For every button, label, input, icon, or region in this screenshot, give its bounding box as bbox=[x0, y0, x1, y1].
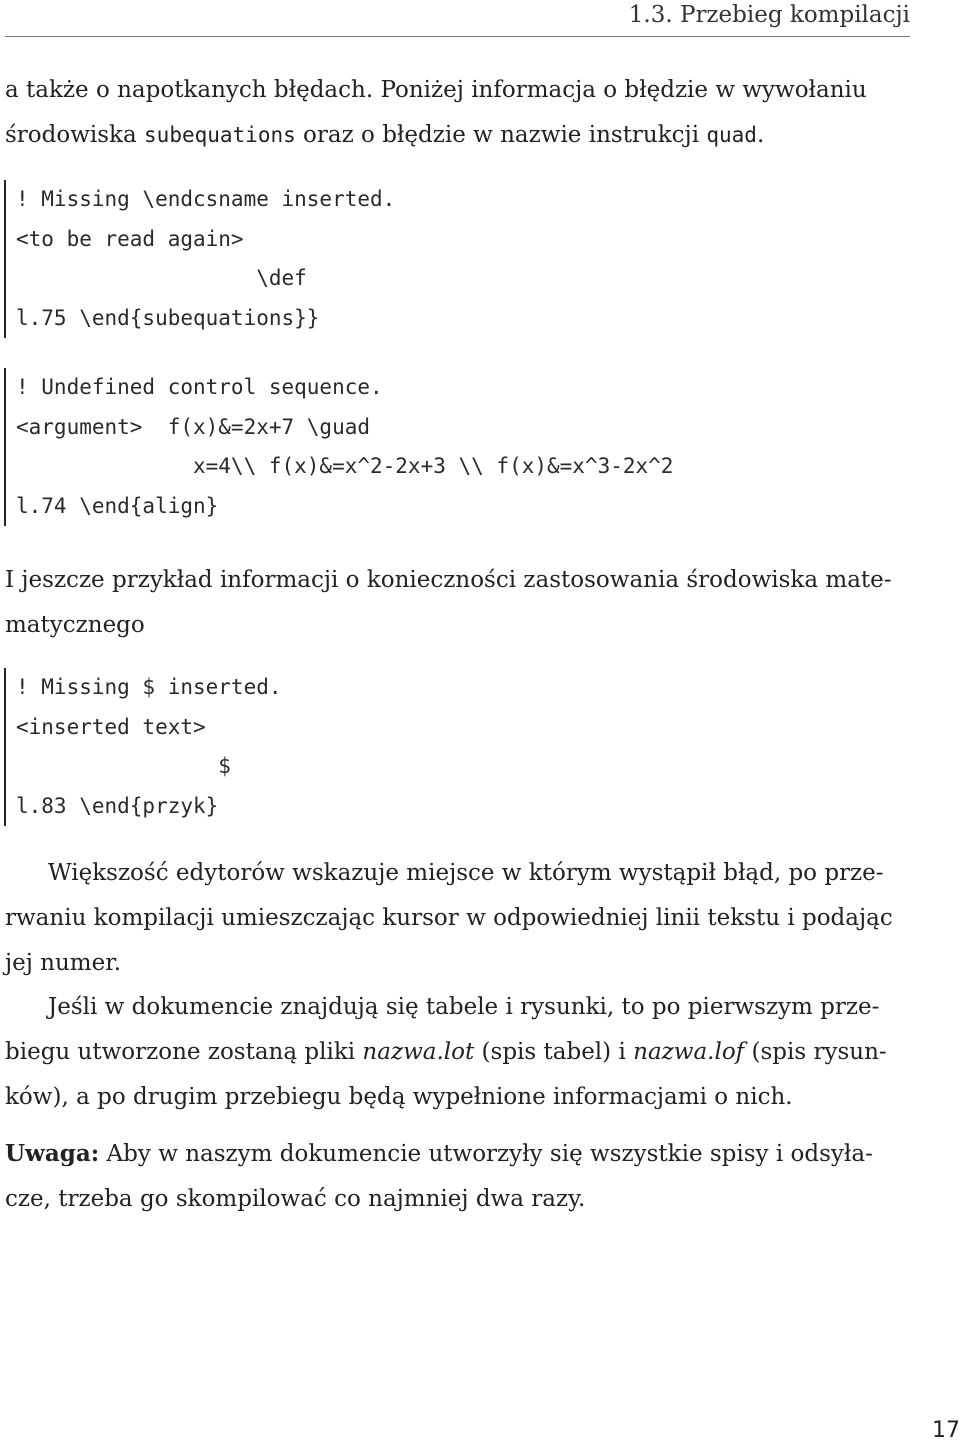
intro-paragraph bbox=[5, 68, 910, 158]
lists-line-1: Jeśli w dokumencie znajdują się tabele i rysunki, to po pierwszym prze- bbox=[48, 994, 880, 1020]
mid-line-1: I jeszcze przykład informacji o konieczności zastosowania środowiska mate- bbox=[5, 567, 892, 593]
code-line: ! Missing \endcsname inserted. bbox=[16, 187, 396, 211]
error-block-undefined-control bbox=[4, 368, 673, 526]
lists-line-3: ków), a po drugim przebiegu będą wypełnione informacjami o nich. bbox=[5, 1084, 793, 1110]
lists-paragraph bbox=[5, 985, 910, 1120]
code-line: l.83 \end{przyk} bbox=[16, 793, 219, 818]
editors-line-1: Większość edytorów wskazuje miejsce w którym wystąpił błąd, po prze- bbox=[48, 860, 884, 886]
note-line-2: cze, trzeba go skompilować co najmniej dwa razy. bbox=[5, 1186, 586, 1212]
filename-lot: nazwa.lot bbox=[362, 1039, 475, 1065]
code-line: <to be read again> bbox=[16, 226, 244, 251]
intro-line-2: środowiska subequations oraz o błędzie w nazwie instrukcji quad. bbox=[5, 122, 765, 148]
code-line: <argument> f(x)&=2x+7 \guad bbox=[16, 414, 371, 439]
inline-code-subequations: subequations bbox=[144, 123, 296, 147]
note-line-1: Uwaga: Aby w naszym dokumencie utworzyły się wszystkie spisy i odsyła- bbox=[5, 1140, 873, 1167]
code-line: \def bbox=[16, 266, 307, 290]
editors-line-3: jej numer. bbox=[5, 950, 122, 976]
filename-lof: nazwa.lof bbox=[633, 1039, 745, 1065]
error-block-missing-dollar bbox=[4, 668, 282, 826]
code-line: ! Missing $ inserted. bbox=[16, 675, 282, 699]
intro-line-1: a także o napotkanych błędach. Poniżej informacja o błędzie w wywołaniu bbox=[5, 77, 867, 103]
editors-paragraph bbox=[5, 851, 910, 986]
code-line: $ bbox=[16, 754, 231, 778]
code-line: l.74 \end{align} bbox=[16, 493, 219, 518]
code-line: <inserted text> bbox=[16, 714, 206, 739]
error-block-endcsname bbox=[4, 180, 395, 338]
inline-code-quad: quad bbox=[706, 123, 757, 147]
note-paragraph bbox=[5, 1131, 910, 1222]
code-line: ! Undefined control sequence. bbox=[16, 375, 383, 399]
note-label: Uwaga: bbox=[5, 1140, 100, 1167]
code-line: x=4\\ f(x)&=x^2-2x+3 \\ f(x)&=x^3-2x^2 bbox=[16, 454, 674, 478]
page-number: 17 bbox=[932, 1418, 960, 1443]
running-header: 1.3. Przebieg kompilacji bbox=[628, 2, 910, 28]
editors-line-2: rwaniu kompilacji umieszczając kursor w odpowiedniej linii tekstu i podając bbox=[5, 905, 893, 931]
header-rule bbox=[5, 36, 910, 37]
mid-paragraph bbox=[5, 558, 910, 648]
lists-line-2: biegu utworzone zostaną pliki nazwa.lot (spis tabel) i nazwa.lof (spis rysun- bbox=[5, 1039, 887, 1065]
mid-line-2: matycznego bbox=[5, 612, 145, 638]
code-line: l.75 \end{subequations}} bbox=[16, 305, 320, 330]
